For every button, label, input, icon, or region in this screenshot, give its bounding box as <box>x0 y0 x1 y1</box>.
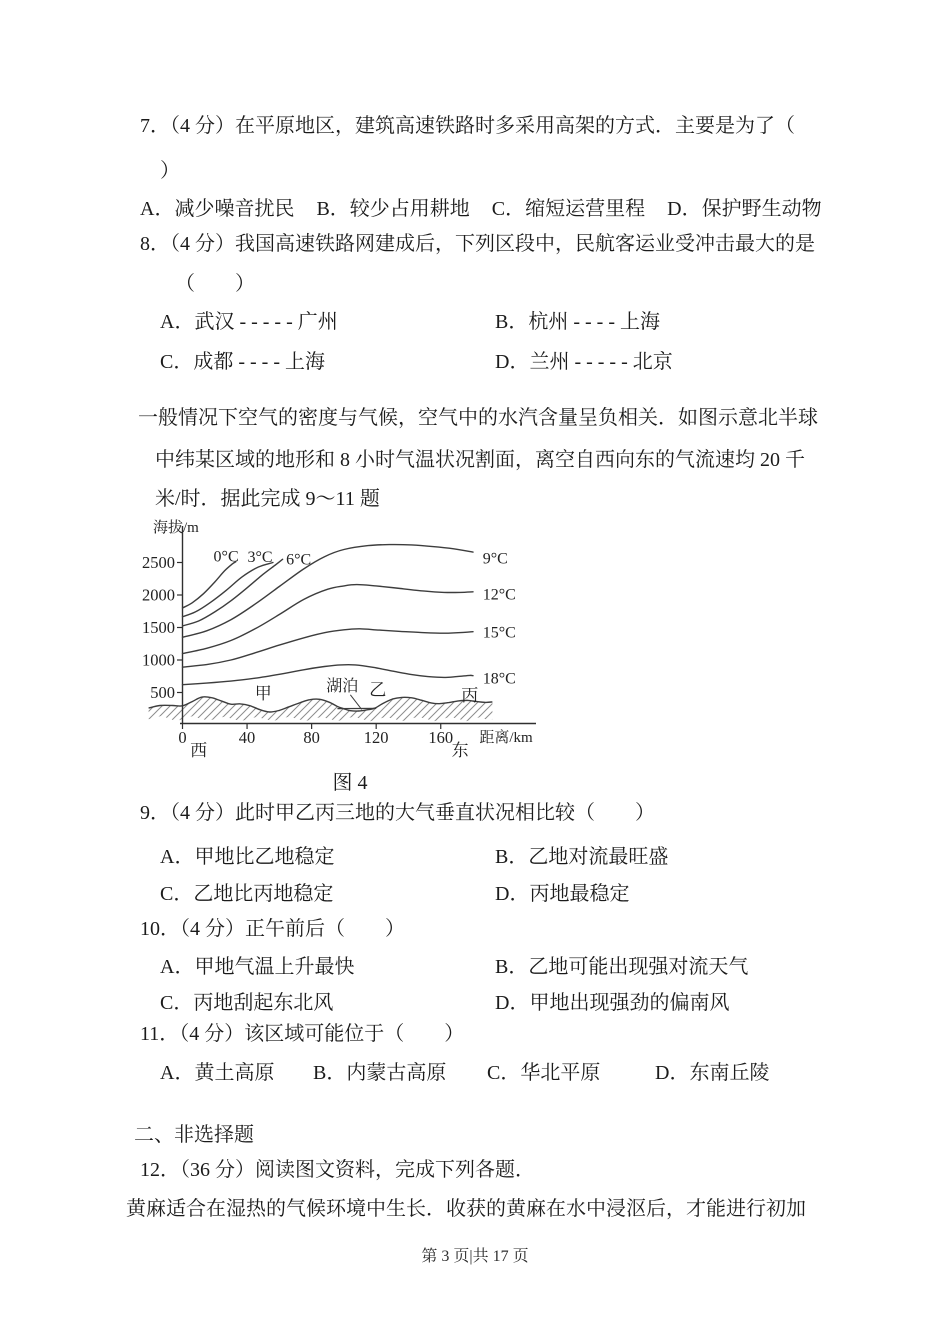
svg-text:18°C: 18°C <box>482 670 516 688</box>
passage-line-3: 米/时．据此完成 9～11 题 <box>155 488 380 510</box>
section-2-header: 二、非选择题 <box>134 1124 254 1146</box>
question-9-option-b: B．乙地对流最旺盛 <box>495 846 669 868</box>
question-10-option-d: D．甲地出现强劲的偏南风 <box>495 992 730 1014</box>
passage-line-1: 一般情况下空气的密度与气候，空气中的水汽含量呈负相关．如图示意北半球 <box>138 407 818 429</box>
question-10-option-b: B．乙地可能出现强对流天气 <box>495 956 749 978</box>
question-8-option-b: B．杭州 - - - - 上海 <box>495 311 660 333</box>
question-12-stem: 12．（36 分）阅读图文资料，完成下列各题． <box>140 1159 535 1181</box>
figure-4-cross-section-chart <box>140 512 560 764</box>
question-7-stem-continuation: ） <box>160 160 180 182</box>
question-7-stem: 7．（4 分）在平原地区，建筑高速铁路时多采用高架的方式．主要是为了（ <box>140 115 795 137</box>
svg-text:丙: 丙 <box>461 686 479 706</box>
question-11-option-b: B．内蒙古高原 <box>313 1062 447 1084</box>
svg-text:东: 东 <box>451 741 469 760</box>
question-11-option-a: A．黄土高原 <box>160 1062 275 1084</box>
question-9-options-row-2 <box>140 877 900 903</box>
question-8-option-d: D．兰州 - - - - - 北京 <box>495 351 673 373</box>
svg-text:1000: 1000 <box>142 650 175 670</box>
svg-text:160: 160 <box>428 728 454 747</box>
question-11-stem: 11．（4 分）该区域可能位于（ ） <box>140 1023 465 1045</box>
svg-text:海拔/m: 海拔/m <box>153 520 199 536</box>
question-9-stem: 9．（4 分）此时甲乙丙三地的大气垂直状况相比较（ ） <box>140 802 655 824</box>
svg-text:3°C: 3°C <box>247 548 273 566</box>
question-7-option-d: D．保护野生动物 <box>667 198 822 220</box>
svg-text:40: 40 <box>238 728 256 747</box>
question-8-paren: （ ） <box>175 273 255 295</box>
passage-line-2: 中纬某区域的地形和 8 小时气温状况割面，离空自西向东的气流速均 20 千 <box>155 449 805 471</box>
svg-text:1500: 1500 <box>142 618 175 637</box>
svg-text:500: 500 <box>150 683 175 702</box>
svg-text:12°C: 12°C <box>482 586 516 604</box>
question-11-options <box>140 1056 900 1082</box>
question-9-options-row-1 <box>140 840 900 866</box>
svg-text:乙: 乙 <box>369 680 387 700</box>
svg-text:0°C: 0°C <box>213 548 239 566</box>
question-8-stem: 8．（4 分）我国高速铁路网建成后，下列区段中，民航客运业受冲击最大的是 <box>140 233 815 255</box>
svg-text:2000: 2000 <box>142 585 175 605</box>
svg-text:6°C: 6°C <box>286 551 312 569</box>
question-8-option-c: C．成都 - - - - 上海 <box>160 351 325 373</box>
question-12-passage: 黄麻适合在湿热的气候环境中生长．收获的黄麻在水中浸沤后，才能进行初加 <box>126 1198 806 1220</box>
question-8-options-row-1 <box>140 305 900 331</box>
svg-text:9°C: 9°C <box>482 550 508 568</box>
svg-text:120: 120 <box>363 728 389 747</box>
question-10-stem: 10．（4 分）正午前后（ ） <box>140 918 405 940</box>
question-8-options-row-2 <box>140 345 900 371</box>
question-11-option-c: C．华北平原 <box>487 1062 601 1084</box>
question-10-options-row-1 <box>140 950 900 976</box>
question-8-option-a: A．武汉 - - - - - 广州 <box>160 311 338 333</box>
question-7-option-c: C．缩短运营里程 <box>491 198 646 220</box>
page-footer: 第 3 页|共 17 页 <box>421 1248 529 1265</box>
svg-text:15°C: 15°C <box>482 624 516 642</box>
question-11-option-d: D．东南丘陵 <box>655 1062 770 1084</box>
svg-text:甲: 甲 <box>254 684 272 704</box>
svg-text:西: 西 <box>190 741 208 760</box>
svg-text:2500: 2500 <box>142 553 175 572</box>
svg-text:湖泊: 湖泊 <box>326 678 359 695</box>
question-7-option-a: A．减少噪音扰民 <box>140 198 295 220</box>
question-9-option-a: A．甲地比乙地稳定 <box>160 846 335 868</box>
question-7-options <box>140 196 822 222</box>
question-10-option-a: A．甲地气温上升最快 <box>160 956 355 978</box>
figure-4-svg <box>140 512 560 764</box>
question-10-options-row-2 <box>140 986 900 1012</box>
svg-text:80: 80 <box>303 728 320 747</box>
figure-4-caption: 图 4 <box>332 772 368 794</box>
question-7-option-b: B．较少占用耕地 <box>316 198 470 220</box>
question-9-option-c: C．乙地比丙地稳定 <box>160 883 334 905</box>
question-10-option-c: C．丙地刮起东北风 <box>160 992 334 1014</box>
question-9-option-d: D．丙地最稳定 <box>495 883 630 905</box>
svg-text:0: 0 <box>178 728 187 747</box>
svg-text:距离/km: 距离/km <box>479 730 533 746</box>
